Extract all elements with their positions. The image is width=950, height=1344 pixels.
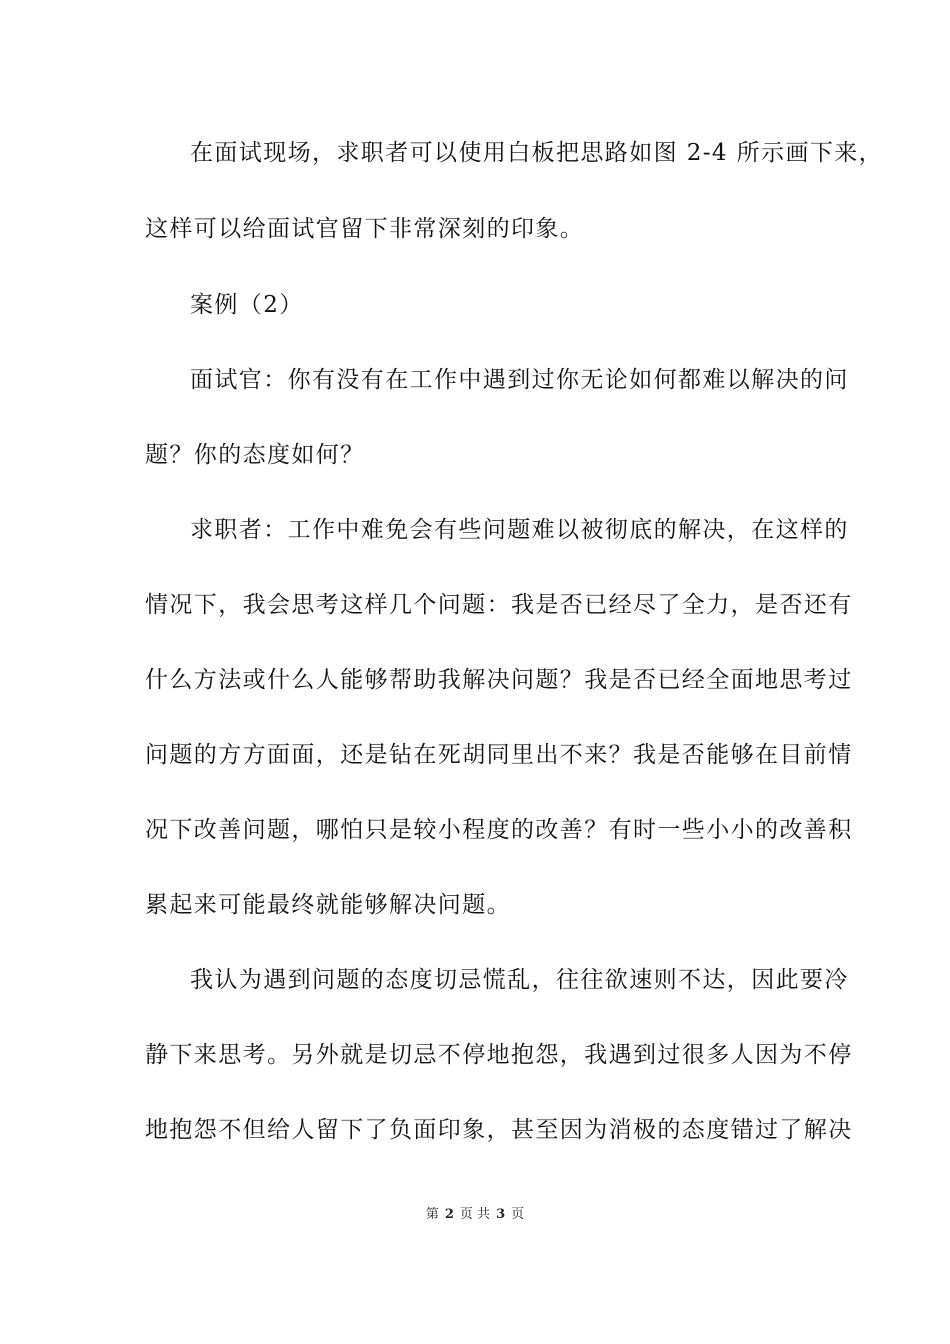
paragraph-line: 我认为遇到问题的态度切忌慌乱，往往欲速则不达，因此要冷 — [190, 967, 849, 993]
footer-prefix: 第 — [425, 1207, 439, 1222]
paragraph-line: 面试官：你有没有在工作中遇到过你无论如何都难以解决的问 — [190, 367, 849, 393]
paragraph-line: 求职者：工作中难免会有些问题难以被彻底的解决，在这样的 — [190, 517, 849, 543]
footer-mid: 页 共 — [459, 1207, 491, 1222]
paragraph-line: 这样可以给面试官留下非常深刻的印象。 — [145, 216, 585, 242]
current-page-number: 2 — [444, 1207, 454, 1222]
paragraph-line: 什么方法或什么人能够帮助我解决问题？我是否已经全面地思考过 — [145, 667, 853, 693]
footer-suffix: 页 — [511, 1207, 525, 1222]
section-heading: 案例（2） — [190, 292, 304, 318]
paragraph-line: 情况下，我会思考这样几个问题：我是否已经尽了全力，是否还有 — [145, 592, 853, 618]
paragraph-line: 静下来思考。另外就是切忌不停地抱怨，我遇到过很多人因为不停 — [145, 1042, 853, 1068]
total-pages-number: 3 — [496, 1207, 506, 1222]
paragraph-line: 况下改善问题，哪怕只是较小程度的改善？有时一些小小的改善积 — [145, 817, 853, 843]
paragraph-line: 问题的方方面面，还是钻在死胡同里出不来？我是否能够在目前情 — [145, 742, 853, 768]
paragraph-line: 地抱怨不但给人留下了负面印象，甚至因为消极的态度错过了解决 — [145, 1117, 853, 1143]
paragraph-line: 累起来可能最终就能够解决问题。 — [145, 892, 511, 918]
paragraph-line: 题？你的态度如何？ — [145, 442, 365, 468]
page-footer — [0, 1206, 950, 1224]
paragraph-line: 在面试现场，求职者可以使用白板把思路如图 2-4 所示画下来， — [190, 140, 884, 166]
